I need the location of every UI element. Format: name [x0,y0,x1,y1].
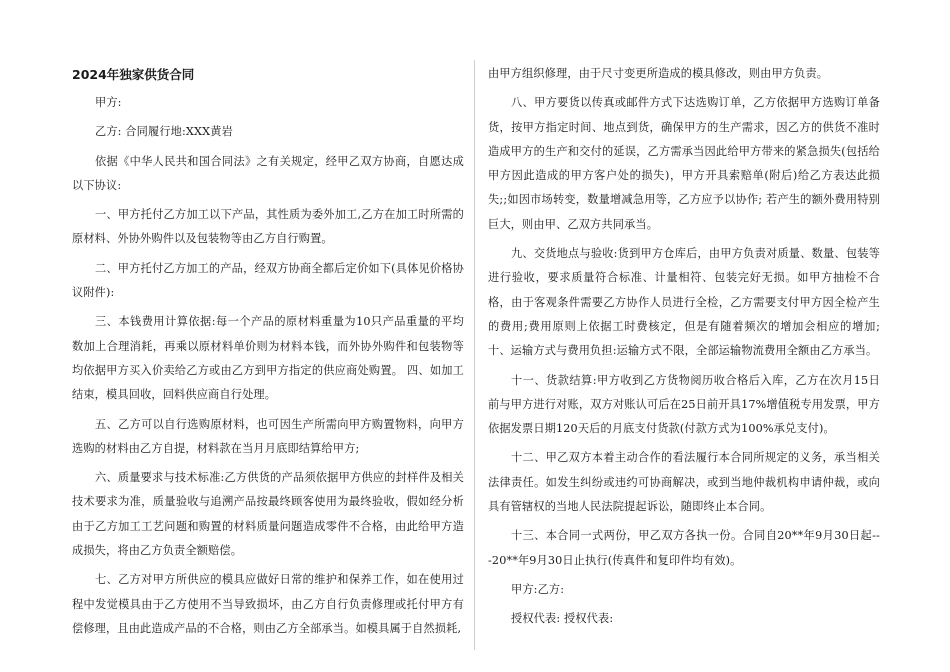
paragraph-clause-7-continued: 由甲方组织修理，由于尺寸变更所造成的模具修改，则由甲方负责。 [488,67,829,80]
paragraph-clause-13: 十三、本合同一式两份，甲乙双方各执一份。合同自20**年9月30日起---20**年9月30日止执行(传真件和复印件均有效)。 [488,529,880,567]
document-title: 2024年独家供货合同 [72,67,195,82]
paragraph-party-b: 乙方: 合同履行地:XXX黄岩 [95,125,233,139]
paragraph-clause-2: 二、甲方托付乙方加工的产品，经双方协商全都后定价如下(具体见价格协议附件): [72,261,464,300]
paragraph-clause-6: 六、质量要求与技术标准:乙方供货的产品须依据甲方供应的封样件及相关技术要求为准，质量验收与追溯产品按最终顾客使用为最终验收，假如经分析由于乙方加工工艺问题和购置的材料质量问题造成零件不合格，由此给甲方造成损失，将由乙方负责全额赔偿。 [72,471,464,558]
paragraph-clause-9-10: 九、交货地点与验收:货到甲方仓库后，由甲方负责对质量、数量、包装等进行验收，要求质量符合标准、计量相符、包装完好无损。如甲方抽检不合格，由于客观条件需要乙方协作人员进行全检，乙方需要支付甲方因全检产生的费用;费用原则上依据工时费核定，但是有随着频次的增加会相应的增加; 十、运输方式与费用负担:运输方式不限，全部运输物流费用全额由乙方承当。 [488,247,880,358]
signature-parties: 甲方:乙方: [511,582,565,596]
paragraph-clause-1: 一、甲方托付乙方加工以下产品，其性质为委外加工,乙方在加工时所需的原材料、外协外购件以及包装物等由乙方自行购置。 [72,208,464,246]
paragraph-clause-11: 十一、货款结算:甲方收到乙方货物阅历收合格后入库，乙方在次月15日前与甲方进行对账，双方对账认可后在25日前开具17%增值税专用发票，甲方依据发票日期120天后的月底支付货款(付款方式为100%承兑支付)。 [488,373,880,436]
left-column [72,64,464,646]
paragraph-party-a: 甲方: [95,96,122,109]
paragraph-clause-12: 十二、甲乙双方本着主动合作的看法履行本合同所规定的义务，承当相关法律责任。如发生纠纷或违约可协商解决，或到当地仲裁机构申请仲裁，或向具有管辖权的当地人民法院提起诉讼，随即终止本合同。 [488,451,880,514]
paragraph-clause-3-4: 三、本钱费用计算依据:每一个产品的原材料重量为10只产品重量的平均数加上合理消耗，再乘以原材料单价则为材料本钱，而外协外购件和包装物等均依据甲方买入价卖给乙方或由乙方到甲方指定的供应商处购置。 四、如加工结束，模具回收，回料供应商自行处理。 [72,315,464,402]
right-column [488,64,880,637]
column-divider [474,60,475,650]
paragraph-clause-5: 五、乙方可以自行选购原材料，也可因生产所需向甲方购置物料，向甲方选购的材料由乙方自提，材料款在当月月底即结算给甲方; [72,417,464,455]
paragraph-clause-8: 八、甲方要货以传真或邮件方式下达选购订单，乙方依据甲方选购订单备货，按甲方指定时间、地点到货，确保甲方的生产需求，因乙方的供货不准时造成甲方的生产和交付的延误，乙方需承当因此给甲方带来的紧急损失(包括给甲方因此造成的甲方客户处的损失)，甲方开具索赔单(附后)给乙方表达此损失;;如因市场转变，数量增减急用等，乙方应予以协作; 若产生的额外费用特别巨大，则由甲、乙双方共同承当。 [488,96,880,231]
signature-representatives: 授权代表: 授权代表: [511,612,614,626]
paragraph-clause-7: 七、乙方对甲方所供应的模具应做好日常的维护和保养工作，如在使用过程中发觉模具由于乙方使用不当导致损坏，由乙方自行负责修理或托付甲方有偿修理，且由此造成产品的不合格，则由乙方全部承当。如模具属于自然损耗, [72,573,464,635]
paragraph-preamble: 依据《中华人民共和国合同法》之有关规定，经甲乙双方协商，自愿达成以下协议: [72,154,464,192]
